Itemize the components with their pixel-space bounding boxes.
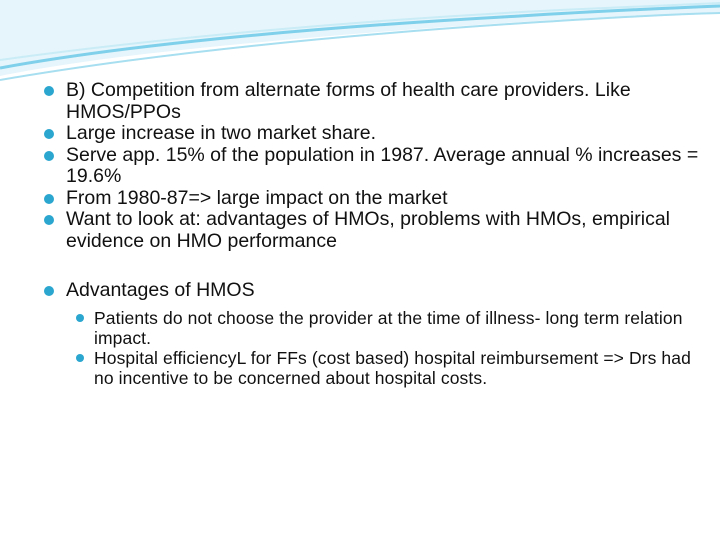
sub-bullet-list bbox=[66, 308, 700, 388]
section-list bbox=[40, 280, 700, 388]
list-item bbox=[40, 188, 700, 210]
bullet-text: From 1980-87=> large impact on the market bbox=[66, 186, 448, 209]
list-item bbox=[40, 123, 700, 145]
bullet-icon bbox=[44, 215, 54, 225]
sub-list-item bbox=[66, 348, 700, 388]
bullet-list bbox=[40, 80, 700, 252]
bullet-text: Large increase in two market share. bbox=[66, 122, 376, 144]
sub-bullet-text: Hospital efficiencyL for FFs (cost based) hospital reimbursement => Drs had no incentive to be concerned about hospital costs. bbox=[94, 347, 691, 388]
bullet-icon bbox=[44, 129, 54, 139]
list-item bbox=[40, 80, 700, 123]
bullet-text: B) Competition from alternate forms of health care providers. Like HMOS/PPOs bbox=[66, 79, 631, 123]
bullet-icon bbox=[44, 151, 54, 161]
bullet-text: Want to look at: advantages of HMOs, problems with HMOs, empirical evidence on HMO performance bbox=[66, 208, 670, 252]
bullet-icon bbox=[44, 286, 54, 296]
bullet-icon bbox=[44, 194, 54, 204]
header-swoosh-decoration bbox=[0, 0, 720, 90]
bullet-text: Serve app. 15% of the population in 1987. Average annual % increases = 19.6% bbox=[66, 143, 699, 187]
section-heading: Advantages of HMOS bbox=[66, 279, 255, 301]
sub-bullet-icon bbox=[76, 314, 84, 322]
list-item bbox=[40, 209, 700, 252]
sub-list-item bbox=[66, 308, 700, 348]
list-item bbox=[40, 145, 700, 188]
slide-content bbox=[40, 80, 700, 388]
sub-bullet-text: Patients do not choose the provider at the time of illness- long term relation impact. bbox=[94, 307, 683, 348]
section-heading-item bbox=[40, 280, 700, 388]
bullet-icon bbox=[44, 86, 54, 96]
sub-bullet-icon bbox=[76, 354, 84, 362]
